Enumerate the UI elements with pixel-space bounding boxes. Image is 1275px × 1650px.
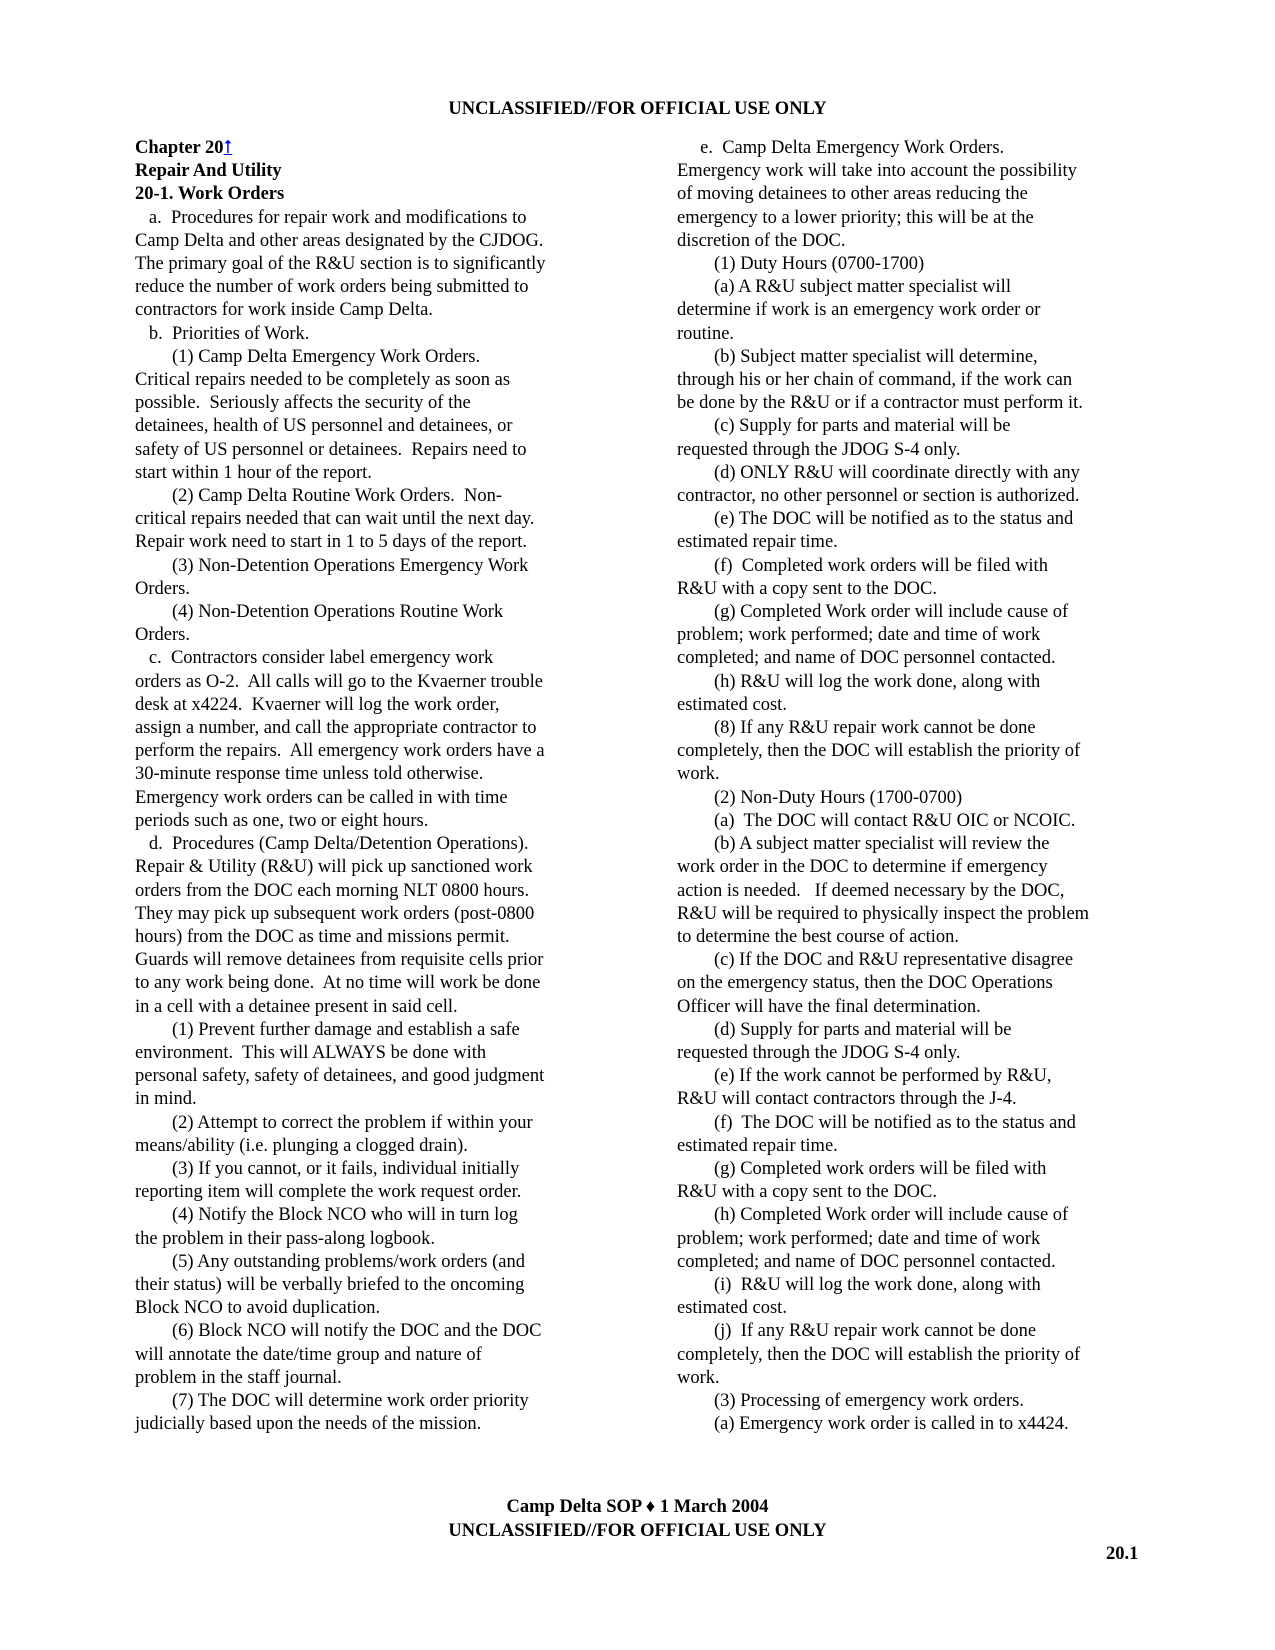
text-line: (5) Any outstanding problems/work orders (and [135,1251,525,1272]
text-line: determine if work is an emergency work order or [677,300,1041,321]
text-line: R&U will contact contractors through the J-4. [677,1089,1017,1110]
text-line: completely, then the DOC will establish the priority of [677,741,1081,762]
text-line: (2) Non-Duty Hours (1700-0700) [677,787,963,808]
text-line: (7) The DOC will determine work order priority [135,1390,529,1411]
text-line: The primary goal of the R&U section is to significantly [135,254,546,275]
up-arrow-icon[interactable]: ⭡ [223,138,233,158]
text-line: (b) A subject matter specialist will review the [677,834,1050,855]
text-line: desk at x4224. Kvaerner will log the work order, [135,694,500,715]
chapter-label: Chapter 20 [135,138,224,158]
text-line: (1) Duty Hours (0700-1700) [677,254,925,275]
text-line: Block NCO to avoid duplication. [135,1298,381,1319]
chapter-heading [135,137,605,160]
text-line: judicially based upon the needs of the mission. [135,1414,482,1435]
text-line: Orders. [135,625,190,646]
text-line: safety of US personnel or detainees. Repairs need to [135,439,527,460]
text-line: (e) If the work cannot be performed by R&U, [677,1066,1052,1087]
text-line: reduce the number of work orders being submitted to [135,277,529,298]
text-line: through his or her chain of command, if the work can [677,370,1073,391]
text-line: Guards will remove detainees from requisite cells prior [135,950,544,971]
text-line: personal safety, safety of detainees, and good judgment [135,1066,545,1087]
text-line: orders from the DOC each morning NLT 0800 hours. [135,880,530,901]
text-line: assign a number, and call the appropriate contractor to [135,718,537,739]
text-line: (b) Subject matter specialist will determine, [677,346,1038,367]
text-line: (d) ONLY R&U will coordinate directly with any [677,462,1080,483]
text-line: estimated cost. [677,694,787,715]
text-line: routine. [677,323,735,344]
text-line: R&U will be required to physically inspect the problem [677,903,1090,924]
text-line: (c) If the DOC and R&U representative disagree [677,950,1074,971]
text-line: possible. Seriously affects the security of the [135,393,471,414]
text-line: (3) Non-Detention Operations Emergency Work [135,555,529,576]
text-line: in a cell with a detainee present in said cell. [135,996,458,1017]
text-line: requested through the JDOG S-4 only. [677,1042,961,1063]
text-line: their status) will be verbally briefed to the oncoming [135,1274,525,1295]
text-line: requested through the JDOG S-4 only. [677,439,961,460]
text-line: d. Procedures (Camp Delta/Detention Operations). [135,834,529,855]
text-line: They may pick up subsequent work orders (post-0800 [135,903,535,924]
text-line: b. Priorities of Work. [135,323,310,344]
text-line: action is needed. If deemed necessary by the DOC, [677,880,1065,901]
text-line: Emergency work orders can be called in with time [135,787,508,808]
text-line: perform the repairs. All emergency work orders have a [135,741,545,762]
text-line: (g) Completed Work order will include cause of [677,602,1069,623]
text-line: problem; work performed; date and time of work [677,1228,1041,1249]
left-column [135,137,605,1436]
section-heading: 20-1. Work Orders [135,184,285,205]
text-line: (i) R&U will log the work done, along with [677,1274,1041,1295]
text-line: (3) If you cannot, or it fails, individual initially [135,1158,520,1179]
text-line: will annotate the date/time group and nature of [135,1344,482,1365]
text-line: in mind. [135,1089,197,1110]
footer-classification: UNCLASSIFIED//FOR OFFICIAL USE ONLY [448,1520,827,1541]
text-line: (a) The DOC will contact R&U OIC or NCOIC. [677,810,1076,831]
text-line: (g) Completed work orders will be filed with [677,1158,1047,1179]
right-column [677,137,1147,1436]
text-line: Officer will have the final determination. [677,996,981,1017]
text-line: estimated repair time. [677,1135,838,1156]
page-number: 20.1 [1106,1544,1139,1564]
footer-document-date: Camp Delta SOP ♦ 1 March 2004 [506,1497,769,1517]
text-line: environment. This will ALWAYS be done with [135,1042,487,1063]
text-line: estimated cost. [677,1298,787,1319]
text-line: 30-minute response time unless told otherwise. [135,764,484,785]
text-line: completely, then the DOC will establish the priority of [677,1344,1081,1365]
text-line: estimated repair time. [677,532,838,553]
text-line: (e) The DOC will be notified as to the status and [677,509,1074,530]
text-line: e. Camp Delta Emergency Work Orders. [677,138,1005,158]
text-line: (2) Camp Delta Routine Work Orders. Non- [135,486,503,507]
text-line: (c) Supply for parts and material will be [677,416,1011,437]
text-line: work. [677,764,720,785]
text-line: to determine the best course of action. [677,926,960,947]
text-line: (d) Supply for parts and material will be [677,1019,1012,1040]
text-line: hours) from the DOC as time and missions permit. [135,926,510,947]
text-line: (h) Completed Work order will include cause of [677,1205,1069,1226]
text-line: R&U with a copy sent to the DOC. [677,1182,938,1203]
text-line: on the emergency status, then the DOC Operations [677,973,1053,994]
text-line: work. [677,1367,720,1388]
text-line: Emergency work will take into account the possibility [677,161,1077,182]
text-line: (6) Block NCO will notify the DOC and the DOC [135,1321,542,1342]
text-line: completed; and name of DOC personnel contacted. [677,1251,1056,1272]
text-line: periods such as one, two or eight hours. [135,810,429,831]
text-line: c. Contractors consider label emergency work [135,648,494,669]
text-line: (2) Attempt to correct the problem if within your [135,1112,533,1133]
text-line: (1) Camp Delta Emergency Work Orders. [135,346,481,367]
text-line: Camp Delta and other areas designated by the CJDOG. [135,230,544,251]
text-line: (3) Processing of emergency work orders. [677,1390,1024,1411]
text-line: problem in the staff journal. [135,1367,342,1388]
text-line: orders as O-2. All calls will go to the Kvaerner trouble [135,671,543,692]
text-line: a. Procedures for repair work and modifications to [135,207,527,228]
text-line: means/ability (i.e. plunging a clogged drain). [135,1135,468,1156]
text-line: (j) If any R&U repair work cannot be done [677,1321,1037,1342]
footer [0,1496,1275,1543]
text-line: (f) Completed work orders will be filed with [677,555,1048,576]
text-line: detainees, health of US personnel and detainees, or [135,416,513,437]
text-line: reporting item will complete the work request order. [135,1182,522,1203]
text-line: start within 1 hour of the report. [135,462,372,483]
text-line: (h) R&U will log the work done, along with [677,671,1041,692]
text-line: of moving detainees to other areas reducing the [677,184,1028,205]
text-line: completed; and name of DOC personnel contacted. [677,648,1056,669]
header-classification: UNCLASSIFIED//FOR OFFICIAL USE ONLY [448,99,827,119]
text-line: (f) The DOC will be notified as to the status and [677,1112,1076,1133]
text-line: (1) Prevent further damage and establish a safe [135,1019,520,1040]
text-line: Critical repairs needed to be completely as soon as [135,370,511,391]
text-line: to any work being done. At no time will work be done [135,973,541,994]
text-line: (8) If any R&U repair work cannot be done [677,718,1036,739]
text-line: problem; work performed; date and time of work [677,625,1041,646]
text-line: (4) Notify the Block NCO who will in turn log [135,1205,518,1226]
text-line: (4) Non-Detention Operations Routine Work [135,602,504,623]
text-line: be done by the R&U or if a contractor must perform it. [677,393,1083,414]
left-body-text [135,207,605,1437]
text-line: (a) Emergency work order is called in to x4424. [677,1414,1069,1435]
text-line: contractor, no other personnel or section is authorized. [677,486,1080,507]
text-line: R&U with a copy sent to the DOC. [677,578,938,599]
text-line: discretion of the DOC. [677,230,846,251]
text-line: Repair & Utility (R&U) will pick up sanctioned work [135,857,533,878]
text-line: Orders. [135,578,190,599]
text-line: contractors for work inside Camp Delta. [135,300,433,321]
right-body-text [677,137,1147,1436]
text-line: (a) A R&U subject matter specialist will [677,277,1011,298]
text-line: Repair work need to start in 1 to 5 days of the report. [135,532,527,553]
text-line: emergency to a lower priority; this will be at the [677,207,1034,228]
chapter-title: Repair And Utility [135,161,282,182]
text-line: work order in the DOC to determine if emergency [677,857,1048,878]
text-line: critical repairs needed that can wait until the next day. [135,509,535,530]
text-line: the problem in their pass-along logbook. [135,1228,436,1249]
